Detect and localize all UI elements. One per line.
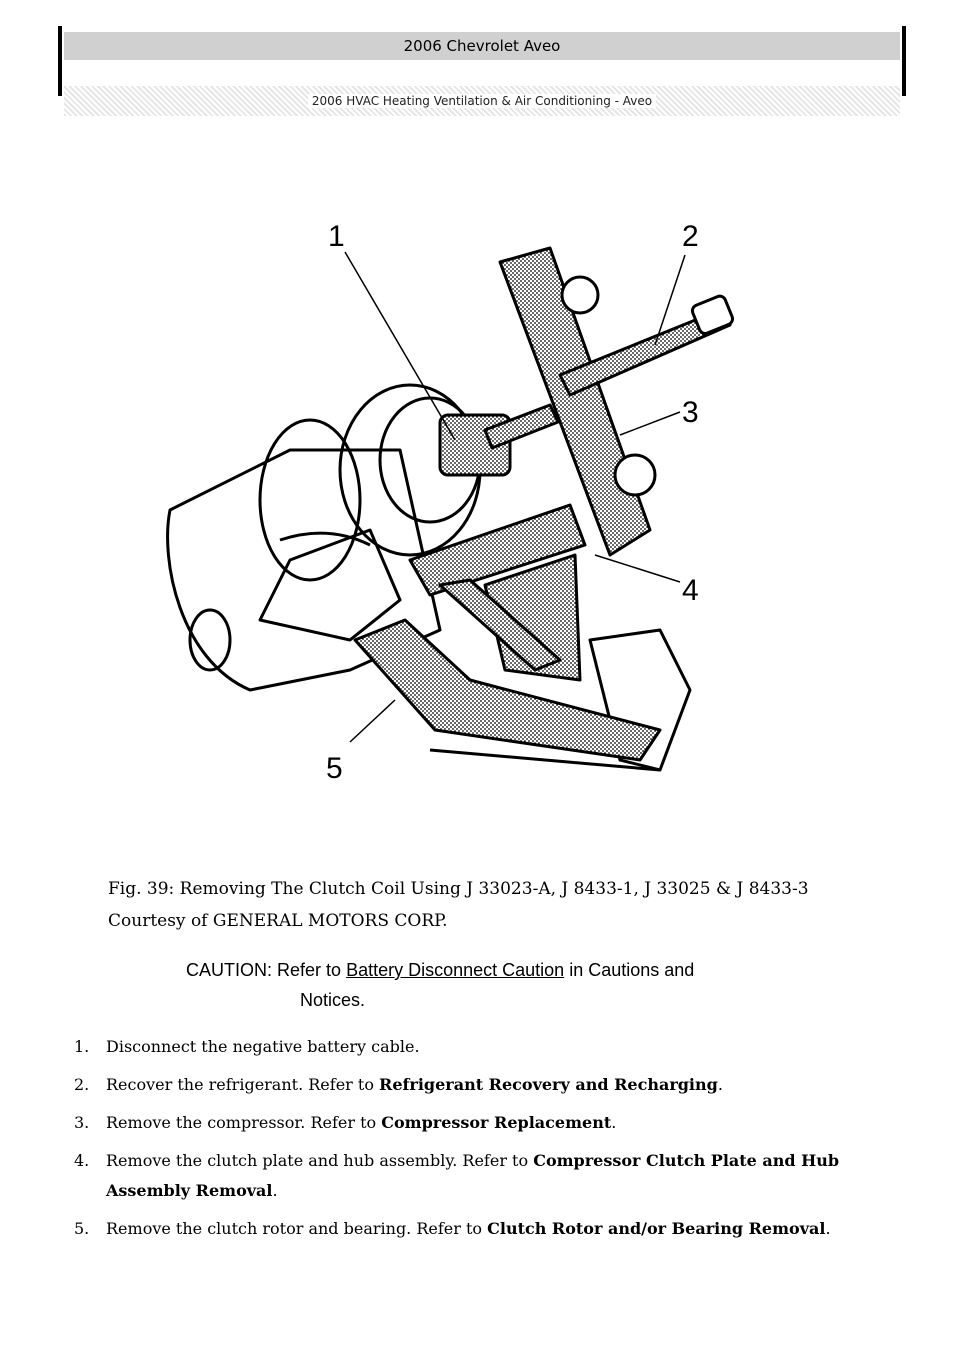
header-subtitle-bar bbox=[64, 86, 900, 116]
header-left-rule bbox=[58, 26, 62, 96]
figure-caption bbox=[108, 873, 928, 937]
header-subtitle: 2006 HVAC Heating Ventilation & Air Conditioning - Aveo bbox=[308, 94, 656, 108]
callout-1: 1 bbox=[328, 220, 345, 253]
caution-post: in Cautions and bbox=[569, 960, 695, 980]
clutch-coil-removal-illustration bbox=[140, 200, 740, 800]
step-number: 4. bbox=[74, 1151, 90, 1170]
header-title: 2006 Chevrolet Aveo bbox=[64, 32, 900, 60]
step-number: 1. bbox=[74, 1037, 90, 1056]
step-text: Disconnect the negative battery cable. bbox=[106, 1037, 420, 1056]
step-number: 2. bbox=[74, 1075, 90, 1094]
caution-note bbox=[186, 955, 886, 1015]
step-text: Recover the refrigerant. Refer to Refrigerant Recovery and Recharging. bbox=[106, 1075, 723, 1094]
battery-disconnect-caution-link[interactable]: Battery Disconnect Caution bbox=[346, 960, 565, 980]
step-item bbox=[74, 1070, 894, 1100]
caption-courtesy: Courtesy of GENERAL MOTORS CORP. bbox=[108, 911, 448, 931]
step-item bbox=[74, 1032, 894, 1062]
caution-line-2: Notices. bbox=[300, 990, 366, 1010]
step-text: Remove the clutch plate and hub assembly. Refer to Compressor Clutch Plate and Hub Assembly Removal. bbox=[106, 1151, 840, 1200]
compressor-replacement-link[interactable]: Compressor Replacement bbox=[381, 1113, 612, 1132]
step-number: 5. bbox=[74, 1219, 90, 1238]
step-number: 3. bbox=[74, 1113, 90, 1132]
refrigerant-recovery-link[interactable]: Refrigerant Recovery and Recharging bbox=[379, 1075, 718, 1094]
header-right-rule bbox=[902, 26, 906, 96]
caution-pre: Refer to bbox=[277, 960, 342, 980]
callout-4: 4 bbox=[682, 574, 699, 607]
step-item bbox=[74, 1146, 894, 1206]
step-text: Remove the compressor. Refer to Compressor Replacement. bbox=[106, 1113, 617, 1132]
callout-5: 5 bbox=[326, 752, 343, 785]
step-item bbox=[74, 1108, 894, 1138]
page-header bbox=[58, 26, 906, 108]
step-text: Remove the clutch rotor and bearing. Refer to Clutch Rotor and/or Bearing Removal. bbox=[106, 1219, 831, 1238]
callout-2: 2 bbox=[682, 220, 699, 253]
clutch-plate-hub-removal-link[interactable]: Compressor Clutch Plate and Hub Assembly Removal bbox=[106, 1151, 840, 1200]
caption-line-1: Fig. 39: Removing The Clutch Coil Using J 33023-A, J 8433-1, J 33025 & J 8433-3 bbox=[108, 879, 809, 899]
caution-label: CAUTION: bbox=[186, 960, 273, 980]
procedure-steps bbox=[74, 1032, 894, 1252]
clutch-rotor-bearing-removal-link[interactable]: Clutch Rotor and/or Bearing Removal bbox=[487, 1219, 826, 1238]
callout-3: 3 bbox=[682, 396, 699, 429]
step-item bbox=[74, 1214, 894, 1244]
